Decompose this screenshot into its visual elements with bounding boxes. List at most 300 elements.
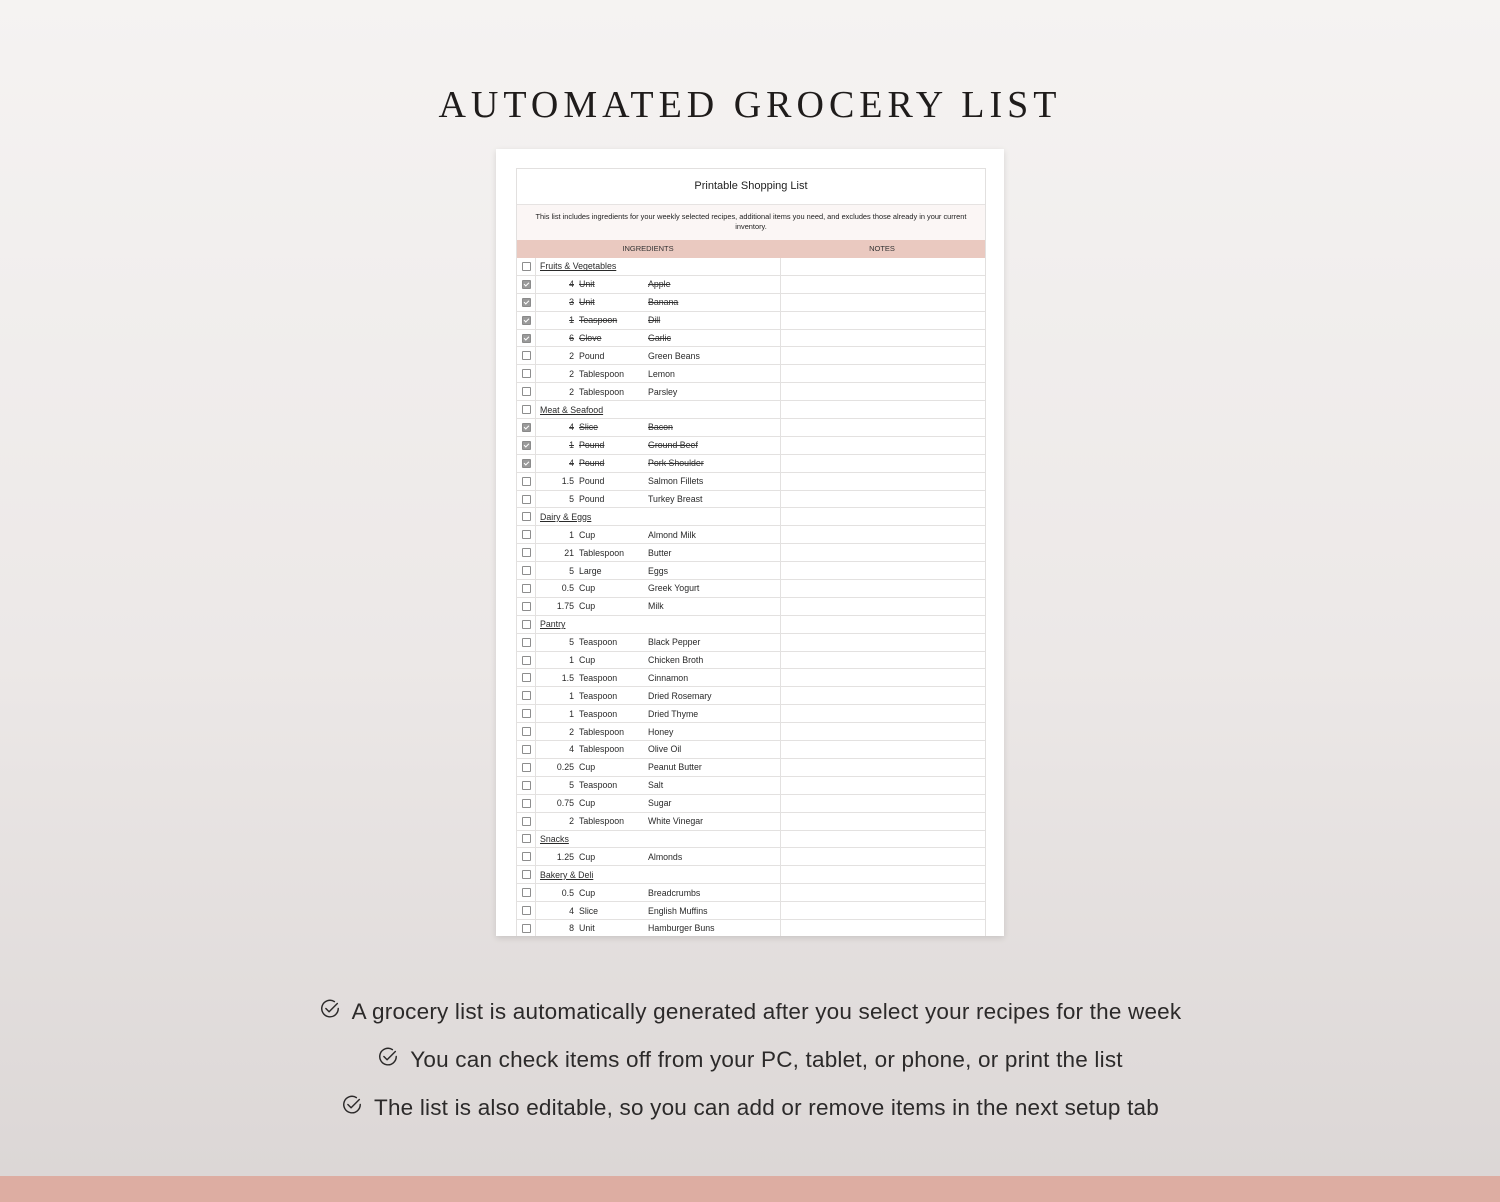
unit: Tablespoon (579, 386, 624, 397)
unit: Teaspoon (579, 690, 618, 701)
quantity: 1 (569, 655, 574, 666)
column-header-notes: NOTES (869, 244, 895, 253)
checkbox-cell (517, 383, 536, 400)
unit: Cup (579, 601, 596, 612)
unit: Unit (579, 923, 595, 934)
quantity: 2 (569, 816, 574, 827)
notes-cell[interactable] (781, 580, 985, 597)
quantity: 1.75 (556, 601, 574, 612)
checkbox-cell (517, 759, 536, 776)
ingredient-cell (536, 741, 781, 758)
ingredient-cell (536, 920, 781, 936)
checkbox[interactable] (522, 709, 531, 718)
notes-cell[interactable] (781, 598, 985, 615)
category-label: Meat & Seafood (540, 404, 604, 415)
table-row (517, 902, 985, 920)
notes-cell[interactable] (781, 759, 985, 776)
table-row (517, 330, 985, 348)
quantity: 5 (569, 637, 574, 648)
item-name: Peanut Butter (648, 762, 702, 773)
checkbox[interactable] (522, 727, 531, 736)
checkbox[interactable] (522, 852, 531, 861)
feature-text: The list is also editable, so you can add or remove items in the next setup tab (374, 1095, 1159, 1120)
quantity: 1 (569, 708, 574, 719)
unit: Cup (579, 529, 596, 540)
ingredient-cell (536, 294, 781, 311)
table-body (517, 258, 985, 936)
notes-cell[interactable] (781, 365, 985, 382)
ingredient-cell (536, 616, 781, 633)
checkbox-cell (517, 705, 536, 722)
table-row (517, 526, 985, 544)
category-label: Fruits & Vegetables (540, 261, 617, 272)
quantity: 5 (569, 494, 574, 505)
ingredient-cell (536, 580, 781, 597)
table-row (517, 598, 985, 616)
notes-cell[interactable] (781, 831, 985, 848)
unit: Cup (579, 762, 596, 773)
table-row (517, 365, 985, 383)
quantity: 4 (569, 458, 574, 469)
ingredient-cell (536, 455, 781, 472)
unit: Cup (579, 583, 596, 594)
ingredient-cell (536, 401, 781, 418)
ingredient-cell (536, 795, 781, 812)
table-row (517, 491, 985, 509)
checkbox-cell (517, 884, 536, 901)
checkbox-cell (517, 294, 536, 311)
feature-text: A grocery list is automatically generated after you select your recipes for the week (351, 999, 1182, 1024)
notes-cell[interactable] (781, 383, 985, 400)
item-name: Greek Yogurt (648, 583, 700, 594)
unit: Clove (579, 333, 602, 343)
ingredient-cell (536, 437, 781, 454)
table-row (517, 795, 985, 813)
sheet-description: This list includes ingredients for your weekly selected recipes, additional items you need, and excludes those already in your current inventory. (517, 205, 985, 240)
checkbox[interactable] (522, 924, 531, 933)
notes-cell[interactable] (781, 544, 985, 561)
unit: Pound (579, 458, 605, 469)
notes-cell[interactable] (781, 276, 985, 293)
item-name: Olive Oil (648, 744, 682, 755)
unit: Unit (579, 297, 595, 308)
checkbox-cell (517, 598, 536, 615)
unit: Unit (579, 279, 595, 290)
quantity: 4 (569, 744, 574, 755)
checkbox-cell (517, 276, 536, 293)
unit: Teaspoon (579, 780, 618, 791)
table-row (517, 723, 985, 741)
unit: Tablespoon (579, 368, 624, 379)
unit: Pound (579, 440, 605, 451)
checkbox-cell (517, 455, 536, 472)
checkbox-cell (517, 741, 536, 758)
table-row (517, 920, 985, 936)
item-name: Pork Shoulder (648, 458, 704, 469)
checkbox-cell (517, 562, 536, 579)
ingredient-cell (536, 347, 781, 364)
notes-cell[interactable] (781, 795, 985, 812)
quantity: 0.25 (556, 762, 574, 773)
notes-cell[interactable] (781, 491, 985, 508)
checkbox-cell (517, 687, 536, 704)
ingredient-cell (536, 508, 781, 525)
checkbox-cell (517, 831, 536, 848)
checkbox-cell (517, 848, 536, 865)
unit: Tablespoon (579, 726, 624, 737)
table-row (517, 312, 985, 330)
checkbox-cell (517, 580, 536, 597)
category-row (517, 616, 985, 634)
table-row (517, 759, 985, 777)
checkbox-cell (517, 616, 536, 633)
item-name: Banana (648, 297, 679, 308)
unit: Slice (579, 905, 599, 916)
unit: Cup (579, 851, 596, 862)
quantity: 1.25 (556, 851, 574, 862)
notes-cell[interactable] (781, 669, 985, 686)
checkbox[interactable] (522, 369, 531, 378)
quantity: 4 (569, 279, 574, 290)
item-name: Sugar (648, 798, 672, 809)
checkbox-cell (517, 526, 536, 543)
category-row (517, 401, 985, 419)
ingredient-cell (536, 598, 781, 615)
check-circle-icon (341, 1094, 374, 1122)
unit: Large (579, 565, 602, 576)
notes-cell[interactable] (781, 508, 985, 525)
ingredient-cell (536, 258, 781, 275)
checkbox[interactable] (522, 745, 531, 754)
item-name: Cinnamon (648, 672, 689, 683)
feature-item (0, 1036, 1500, 1084)
checkbox[interactable] (522, 638, 531, 647)
checkbox-cell (517, 419, 536, 436)
item-name: White Vinegar (648, 816, 704, 827)
feature-item (0, 988, 1500, 1036)
category-label: Dairy & Eggs (540, 511, 592, 522)
quantity: 5 (569, 565, 574, 576)
quantity: 0.5 (561, 583, 574, 594)
notes-cell[interactable] (781, 652, 985, 669)
checkbox[interactable] (522, 834, 531, 843)
item-name: Salt (648, 780, 664, 791)
check-circle-icon (377, 1046, 410, 1074)
checkbox-cell (517, 365, 536, 382)
shopping-list-table (516, 168, 986, 936)
quantity: 4 (569, 422, 574, 433)
notes-cell[interactable] (781, 562, 985, 579)
table-header (517, 240, 985, 258)
checkbox-checked[interactable] (522, 423, 531, 432)
ingredient-cell (536, 848, 781, 865)
checkbox-cell (517, 777, 536, 794)
item-name: Dried Rosemary (648, 690, 712, 701)
category-label: Bakery & Deli (540, 869, 594, 880)
ingredient-cell (536, 276, 781, 293)
quantity: 2 (569, 726, 574, 737)
ingredient-cell (536, 562, 781, 579)
ingredient-cell (536, 723, 781, 740)
ingredient-cell (536, 687, 781, 704)
item-name: Milk (648, 601, 664, 612)
quantity: 1.5 (561, 476, 574, 487)
notes-cell[interactable] (781, 777, 985, 794)
notes-cell[interactable] (781, 902, 985, 919)
unit: Tablespoon (579, 816, 624, 827)
checkbox-cell (517, 902, 536, 919)
ingredient-cell (536, 419, 781, 436)
quantity: 1 (569, 440, 574, 451)
table-row (517, 652, 985, 670)
ingredient-cell (536, 312, 781, 329)
checkbox-cell (517, 866, 536, 883)
notes-cell[interactable] (781, 419, 985, 436)
checkbox[interactable] (522, 781, 531, 790)
item-name: Garlic (648, 333, 671, 343)
table-row (517, 705, 985, 723)
checkbox-checked[interactable] (522, 459, 531, 468)
quantity: 1 (569, 690, 574, 701)
checkbox-cell (517, 347, 536, 364)
checkbox[interactable] (522, 584, 531, 593)
ingredient-cell (536, 831, 781, 848)
checkbox[interactable] (522, 673, 531, 682)
checkbox[interactable] (522, 548, 531, 557)
checkbox[interactable] (522, 387, 531, 396)
checkbox-cell (517, 312, 536, 329)
notes-cell[interactable] (781, 347, 985, 364)
checkbox-checked[interactable] (522, 298, 531, 307)
item-name: English Muffins (648, 905, 708, 916)
item-name: Turkey Breast (648, 494, 703, 505)
column-header-ingredients: INGREDIENTS (622, 244, 674, 253)
checkbox[interactable] (522, 870, 531, 879)
checkbox[interactable] (522, 262, 531, 271)
ingredient-cell (536, 866, 781, 883)
item-name: Almonds (648, 851, 683, 862)
checkbox[interactable] (522, 602, 531, 611)
unit: Teaspoon (579, 708, 618, 719)
ingredient-cell (536, 652, 781, 669)
ingredient-cell (536, 669, 781, 686)
unit: Cup (579, 655, 596, 666)
table-row (517, 669, 985, 687)
quantity: 0.75 (556, 798, 574, 809)
category-label: Snacks (540, 833, 569, 844)
feature-text: You can check items off from your PC, tablet, or phone, or print the list (410, 1047, 1123, 1072)
notes-cell[interactable] (781, 884, 985, 901)
item-name: Salmon Fillets (648, 476, 704, 487)
checkbox[interactable] (522, 888, 531, 897)
category-row (517, 258, 985, 276)
ingredient-cell (536, 777, 781, 794)
notes-cell[interactable] (781, 455, 985, 472)
table-row (517, 419, 985, 437)
notes-cell[interactable] (781, 312, 985, 329)
notes-cell[interactable] (781, 294, 985, 311)
item-name: Dried Thyme (648, 708, 699, 719)
ingredient-cell (536, 902, 781, 919)
table-row (517, 848, 985, 866)
item-name: Dill (648, 315, 661, 326)
checkbox[interactable] (522, 656, 531, 665)
item-name: Chicken Broth (648, 655, 704, 666)
unit: Teaspoon (579, 315, 618, 326)
ingredient-cell (536, 365, 781, 382)
checkbox[interactable] (522, 566, 531, 575)
item-name: Almond Milk (648, 529, 696, 540)
checkbox[interactable] (522, 495, 531, 504)
feature-list (0, 988, 1500, 1132)
page-title: AUTOMATED GROCERY LIST (438, 84, 1062, 127)
item-name: Parsley (648, 386, 678, 397)
item-name: Green Beans (648, 350, 700, 361)
category-row (517, 866, 985, 884)
checkbox-cell (517, 473, 536, 490)
item-name: Hamburger Buns (648, 923, 715, 934)
notes-cell[interactable] (781, 705, 985, 722)
notes-cell[interactable] (781, 526, 985, 543)
quantity: 21 (564, 547, 574, 558)
category-row (517, 508, 985, 526)
ingredient-cell (536, 491, 781, 508)
table-row (517, 884, 985, 902)
unit: Pound (579, 494, 605, 505)
checkbox-cell (517, 544, 536, 561)
checkbox-checked[interactable] (522, 334, 531, 343)
table-row (517, 437, 985, 455)
checkbox[interactable] (522, 477, 531, 486)
quantity: 1.5 (561, 672, 574, 683)
checkbox-cell (517, 723, 536, 740)
unit: Cup (579, 798, 596, 809)
checkbox-cell (517, 508, 536, 525)
quantity: 2 (569, 386, 574, 397)
checkbox-cell (517, 437, 536, 454)
table-row (517, 634, 985, 652)
table-row (517, 294, 985, 312)
checkbox[interactable] (522, 799, 531, 808)
notes-cell[interactable] (781, 634, 985, 651)
quantity: 1 (569, 315, 574, 326)
ingredient-cell (536, 383, 781, 400)
table-row (517, 741, 985, 759)
table-row (517, 383, 985, 401)
notes-cell[interactable] (781, 473, 985, 490)
notes-cell[interactable] (781, 813, 985, 830)
unit: Slice (579, 422, 599, 433)
table-row (517, 347, 985, 365)
ingredient-cell (536, 705, 781, 722)
checkbox-cell (517, 813, 536, 830)
notes-cell[interactable] (781, 401, 985, 418)
item-name: Black Pepper (648, 637, 701, 648)
notes-cell[interactable] (781, 437, 985, 454)
quantity: 4 (569, 905, 574, 916)
checkbox[interactable] (522, 620, 531, 629)
ingredient-cell (536, 526, 781, 543)
notes-cell[interactable] (781, 741, 985, 758)
quantity: 6 (569, 333, 574, 343)
quantity: 3 (569, 297, 574, 308)
ingredient-cell (536, 330, 781, 347)
notes-cell[interactable] (781, 258, 985, 275)
checkbox-cell (517, 669, 536, 686)
checkbox[interactable] (522, 817, 531, 826)
ingredient-cell (536, 884, 781, 901)
table-row (517, 473, 985, 491)
table-row (517, 544, 985, 562)
checkbox-cell (517, 491, 536, 508)
checkbox-cell (517, 652, 536, 669)
checkbox-cell (517, 920, 536, 936)
table-row (517, 813, 985, 831)
notes-cell[interactable] (781, 920, 985, 936)
item-name: Apple (648, 279, 671, 290)
table-row (517, 687, 985, 705)
unit: Pound (579, 350, 605, 361)
quantity: 2 (569, 350, 574, 361)
checkbox-cell (517, 258, 536, 275)
quantity: 1 (569, 529, 574, 540)
notes-cell[interactable] (781, 616, 985, 633)
item-name: Breadcrumbs (648, 887, 701, 898)
feature-item (0, 1084, 1500, 1132)
notes-cell[interactable] (781, 687, 985, 704)
category-label: Pantry (540, 619, 566, 630)
unit: Tablespoon (579, 744, 624, 755)
footer-band (0, 1176, 1500, 1202)
notes-cell[interactable] (781, 848, 985, 865)
checkbox-checked[interactable] (522, 441, 531, 450)
notes-cell[interactable] (781, 330, 985, 347)
checkbox-checked[interactable] (522, 280, 531, 289)
checkbox[interactable] (522, 351, 531, 360)
ingredient-cell (536, 813, 781, 830)
checkbox-cell (517, 330, 536, 347)
checkbox[interactable] (522, 691, 531, 700)
unit: Tablespoon (579, 547, 624, 558)
checkbox[interactable] (522, 530, 531, 539)
table-row (517, 276, 985, 294)
item-name: Honey (648, 726, 674, 737)
table-row (517, 777, 985, 795)
checkbox-cell (517, 634, 536, 651)
checkbox[interactable] (522, 763, 531, 772)
unit: Cup (579, 887, 596, 898)
quantity: 2 (569, 368, 574, 379)
notes-cell[interactable] (781, 723, 985, 740)
checkbox-cell (517, 795, 536, 812)
checkbox-checked[interactable] (522, 316, 531, 325)
item-name: Bacon (648, 422, 673, 433)
table-row (517, 580, 985, 598)
table-row (517, 562, 985, 580)
quantity: 8 (569, 923, 574, 934)
ingredient-cell (536, 544, 781, 561)
checkbox[interactable] (522, 512, 531, 521)
ingredient-cell (536, 634, 781, 651)
check-circle-icon (319, 998, 352, 1026)
checkbox[interactable] (522, 906, 531, 915)
shopping-list-sheet (496, 149, 1004, 936)
notes-cell[interactable] (781, 866, 985, 883)
item-name: Lemon (648, 368, 675, 379)
ingredient-cell (536, 759, 781, 776)
table-row (517, 455, 985, 473)
checkbox[interactable] (522, 405, 531, 414)
